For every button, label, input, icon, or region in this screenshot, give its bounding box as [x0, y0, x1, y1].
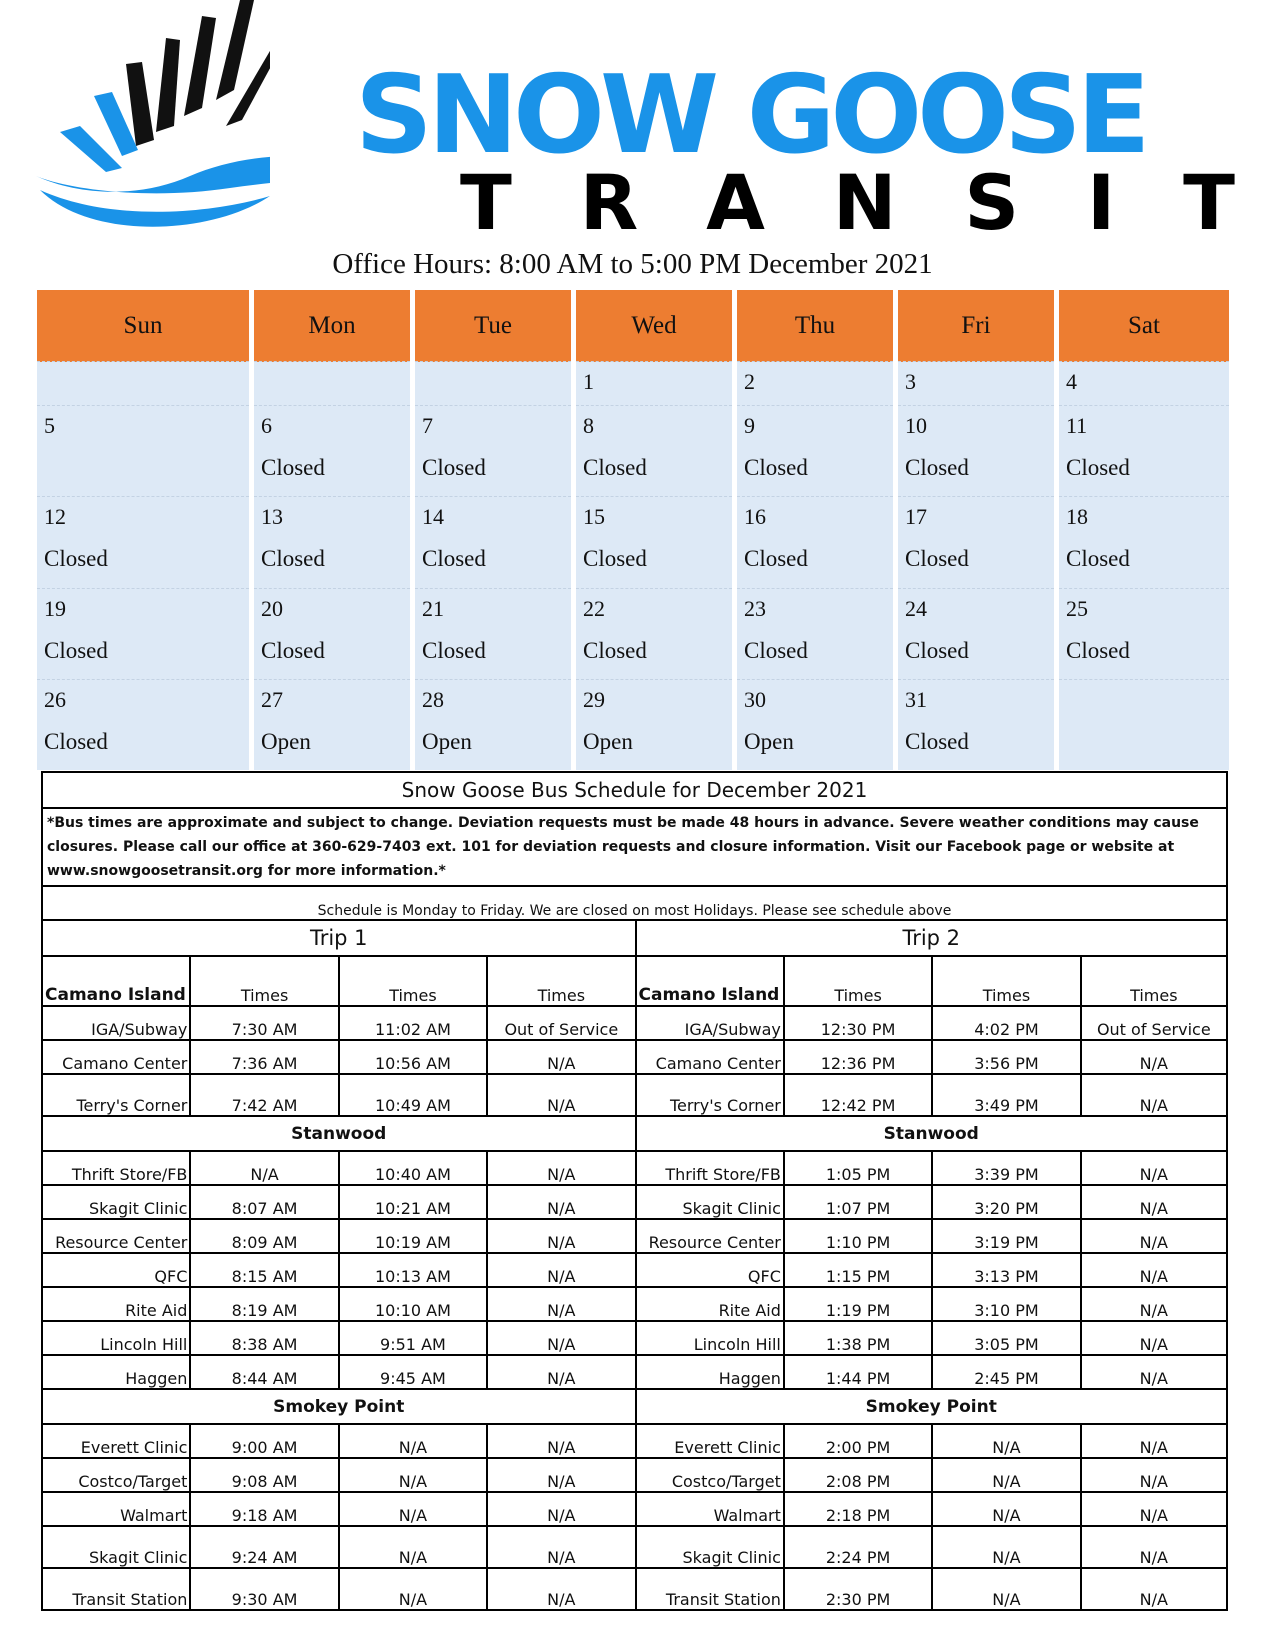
section-name: Smokey Point: [636, 1389, 1228, 1424]
stop-time: 9:51 AM: [339, 1321, 487, 1355]
stop-name: Transit Station: [42, 1568, 190, 1610]
trip-1-label: Trip 1: [42, 920, 636, 956]
stop-time: N/A: [487, 1424, 635, 1458]
bus-schedule: [41, 771, 1228, 1611]
stop-time: 10:13 AM: [339, 1253, 487, 1287]
stop-time: 3:10 PM: [932, 1287, 1080, 1321]
stop-time: N/A: [932, 1458, 1080, 1492]
section-header: [42, 1389, 1227, 1424]
calendar-day-cell: [574, 362, 735, 406]
calendar-day-cell: [37, 497, 252, 588]
schedule-row: [42, 1151, 1227, 1185]
calendar-day-cell: [1057, 679, 1230, 770]
day-status: Open: [422, 728, 472, 754]
calendar-day-cell: [1057, 497, 1230, 588]
stop-name: QFC: [636, 1253, 784, 1287]
calendar-day-cell: [735, 497, 896, 588]
stop-time: 2:08 PM: [784, 1458, 932, 1492]
day-number: 5: [44, 413, 55, 439]
stop-time: 9:00 AM: [190, 1424, 338, 1458]
stop-time: 2:00 PM: [784, 1424, 932, 1458]
calendar-header: [37, 290, 1229, 362]
stop-time: 3:56 PM: [932, 1040, 1080, 1074]
brand-letter: T: [460, 158, 512, 247]
day-status: Closed: [44, 728, 108, 754]
stop-time: N/A: [1081, 1185, 1227, 1219]
day-number: 21: [422, 595, 444, 621]
stop-time: 7:42 AM: [190, 1074, 338, 1116]
stop-name: Resource Center: [42, 1219, 190, 1253]
day-number: 25: [1066, 595, 1088, 621]
schedule-row: [42, 1458, 1227, 1492]
stop-name: Walmart: [42, 1492, 190, 1526]
calendar-day-cell: [735, 406, 896, 497]
stop-name: Everett Clinic: [42, 1424, 190, 1458]
stop-time: 2:30 PM: [784, 1568, 932, 1610]
stop-time: N/A: [339, 1492, 487, 1526]
stop-time: 9:24 AM: [190, 1526, 338, 1568]
stop-time: N/A: [339, 1526, 487, 1568]
day-status: [44, 446, 242, 490]
day-number: [44, 362, 242, 402]
day-number: [261, 362, 403, 402]
calendar-week: [37, 497, 1229, 588]
day-number: [1066, 680, 1222, 720]
day-number: 14: [422, 504, 444, 530]
stop-time: N/A: [487, 1219, 635, 1253]
stop-time: Out of Service: [1081, 1006, 1227, 1040]
stop-time: 4:02 PM: [932, 1006, 1080, 1040]
day-status: Closed: [905, 455, 969, 481]
schedule-row: [42, 1321, 1227, 1355]
schedule-title: Snow Goose Bus Schedule for December 2021: [42, 772, 1227, 808]
stop-name: Camano Center: [636, 1040, 784, 1074]
stop-time: N/A: [932, 1492, 1080, 1526]
office-calendar: [37, 290, 1229, 770]
day-number: 26: [44, 686, 66, 712]
stop-time: 1:07 PM: [784, 1185, 932, 1219]
stop-time: 1:38 PM: [784, 1321, 932, 1355]
stop-time: 7:36 AM: [190, 1040, 338, 1074]
stop-time: 10:10 AM: [339, 1287, 487, 1321]
day-status: Closed: [905, 637, 969, 663]
stop-time: N/A: [339, 1424, 487, 1458]
stop-time: 2:18 PM: [784, 1492, 932, 1526]
section-name: Stanwood: [636, 1116, 1228, 1151]
schedule-column-headers: [42, 956, 1227, 1006]
stop-time: N/A: [1081, 1526, 1227, 1568]
day-number: 3: [905, 369, 916, 394]
day-number: 16: [744, 504, 766, 530]
stop-time: N/A: [1081, 1040, 1227, 1074]
stop-time: N/A: [1081, 1287, 1227, 1321]
col-location: Camano Island: [636, 956, 784, 1006]
day-number: 18: [1066, 504, 1088, 530]
schedule-row: [42, 1219, 1227, 1253]
stop-name: Costco/Target: [42, 1458, 190, 1492]
calendar-day-cell: [1057, 588, 1230, 679]
stop-time: 12:42 PM: [784, 1074, 932, 1116]
stop-time: 3:39 PM: [932, 1151, 1080, 1185]
weekday-header: Sat: [1057, 290, 1230, 362]
calendar-day-cell: [252, 362, 413, 406]
schedule-row: [42, 1074, 1227, 1116]
brand-subtitle: [460, 158, 1235, 248]
section-name: Smokey Point: [42, 1389, 636, 1424]
calendar-week: [37, 362, 1229, 406]
weekday-header: Fri: [896, 290, 1057, 362]
calendar-week: [37, 406, 1229, 497]
col-location: Camano Island: [42, 956, 190, 1006]
stop-time: N/A: [1081, 1458, 1227, 1492]
stop-time: N/A: [932, 1526, 1080, 1568]
calendar-day-cell: [37, 362, 252, 406]
stop-time: N/A: [1081, 1253, 1227, 1287]
calendar-day-cell: [37, 679, 252, 770]
calendar-day-cell: [37, 588, 252, 679]
col-times: Times: [487, 956, 635, 1006]
day-number: 1: [583, 369, 594, 394]
day-status: Closed: [44, 637, 108, 663]
stop-time: N/A: [1081, 1074, 1227, 1116]
brand-letter: S: [964, 158, 1020, 247]
stop-name: Rite Aid: [636, 1287, 784, 1321]
day-status: Open: [261, 728, 311, 754]
stop-time: N/A: [932, 1424, 1080, 1458]
schedule-row: [42, 1568, 1227, 1610]
calendar-day-cell: [413, 497, 574, 588]
stop-time: 11:02 AM: [339, 1006, 487, 1040]
snow-goose-logo-icon: [30, 0, 270, 250]
schedule-row: [42, 1492, 1227, 1526]
stop-time: N/A: [339, 1458, 487, 1492]
day-status: Closed: [422, 637, 486, 663]
day-number: 13: [261, 504, 283, 530]
day-number: 2: [744, 369, 755, 394]
calendar-day-cell: [735, 362, 896, 406]
calendar-day-cell: [896, 679, 1057, 770]
stop-time: 10:19 AM: [339, 1219, 487, 1253]
schedule-row: [42, 1526, 1227, 1568]
stop-time: N/A: [1081, 1424, 1227, 1458]
stop-name: IGA/Subway: [636, 1006, 784, 1040]
stop-name: Haggen: [42, 1355, 190, 1389]
schedule-row: [42, 1185, 1227, 1219]
day-number: 29: [583, 686, 605, 712]
stop-time: N/A: [487, 1526, 635, 1568]
stop-time: N/A: [487, 1287, 635, 1321]
weekday-header: Mon: [252, 290, 413, 362]
stop-time: N/A: [487, 1151, 635, 1185]
brand-letter: R: [579, 158, 639, 247]
schedule-row: [42, 1424, 1227, 1458]
stop-time: N/A: [487, 1040, 635, 1074]
schedule-row: [42, 1040, 1227, 1074]
day-status: Open: [583, 728, 633, 754]
stop-name: Thrift Store/FB: [42, 1151, 190, 1185]
stop-time: 3:05 PM: [932, 1321, 1080, 1355]
stop-time: N/A: [1081, 1219, 1227, 1253]
calendar-day-cell: [413, 406, 574, 497]
col-times: Times: [1081, 956, 1227, 1006]
brand-letter: T: [1183, 158, 1235, 247]
day-status: Closed: [583, 546, 647, 572]
calendar-day-cell: [252, 588, 413, 679]
stop-time: 9:18 AM: [190, 1492, 338, 1526]
day-status: Open: [744, 728, 794, 754]
stop-name: IGA/Subway: [42, 1006, 190, 1040]
stop-time: N/A: [487, 1492, 635, 1526]
calendar-day-cell: [896, 362, 1057, 406]
day-number: 7: [422, 413, 433, 439]
day-status: Closed: [905, 546, 969, 572]
stop-name: Terry's Corner: [42, 1074, 190, 1116]
calendar-day-cell: [1057, 406, 1230, 497]
stop-name: Costco/Target: [636, 1458, 784, 1492]
stop-time: N/A: [487, 1458, 635, 1492]
day-number: 28: [422, 686, 444, 712]
day-number: 15: [583, 504, 605, 530]
calendar-day-cell: [252, 406, 413, 497]
stop-time: N/A: [1081, 1321, 1227, 1355]
calendar-day-cell: [413, 362, 574, 406]
stop-name: Terry's Corner: [636, 1074, 784, 1116]
stop-time: 3:13 PM: [932, 1253, 1080, 1287]
schedule-row: [42, 1253, 1227, 1287]
section-header: [42, 1116, 1227, 1151]
day-number: 27: [261, 686, 283, 712]
day-number: 31: [905, 686, 927, 712]
stop-name: QFC: [42, 1253, 190, 1287]
stop-time: 3:49 PM: [932, 1074, 1080, 1116]
day-number: [422, 362, 564, 402]
day-status: Closed: [905, 728, 969, 754]
col-times: Times: [339, 956, 487, 1006]
day-status: Closed: [261, 637, 325, 663]
stop-name: Lincoln Hill: [42, 1321, 190, 1355]
day-number: 8: [583, 413, 594, 439]
day-number: 22: [583, 595, 605, 621]
stop-time: 8:15 AM: [190, 1253, 338, 1287]
calendar-day-cell: [574, 588, 735, 679]
stop-time: 1:15 PM: [784, 1253, 932, 1287]
stop-time: 12:30 PM: [784, 1006, 932, 1040]
section-name: Stanwood: [42, 1116, 636, 1151]
stop-time: N/A: [339, 1568, 487, 1610]
day-number: 6: [261, 413, 272, 439]
stop-name: Skagit Clinic: [42, 1526, 190, 1568]
calendar-day-cell: [252, 497, 413, 588]
stop-name: Everett Clinic: [636, 1424, 784, 1458]
day-status: Closed: [1066, 455, 1130, 481]
stop-time: 10:40 AM: [339, 1151, 487, 1185]
calendar-day-cell: [1057, 362, 1230, 406]
stop-time: 1:05 PM: [784, 1151, 932, 1185]
calendar-day-cell: [37, 406, 252, 497]
day-status: Closed: [261, 455, 325, 481]
weekday-header: Wed: [574, 290, 735, 362]
stop-time: N/A: [487, 1185, 635, 1219]
stop-time: 3:20 PM: [932, 1185, 1080, 1219]
stop-time: 7:30 AM: [190, 1006, 338, 1040]
stop-name: Resource Center: [636, 1219, 784, 1253]
stop-time: N/A: [1081, 1568, 1227, 1610]
day-status: Closed: [422, 546, 486, 572]
stop-time: N/A: [932, 1568, 1080, 1610]
day-number: 10: [905, 413, 927, 439]
stop-name: Walmart: [636, 1492, 784, 1526]
calendar-day-cell: [896, 497, 1057, 588]
col-times: Times: [932, 956, 1080, 1006]
stop-time: N/A: [190, 1151, 338, 1185]
stop-time: 12:36 PM: [784, 1040, 932, 1074]
col-times: Times: [784, 956, 932, 1006]
calendar-day-cell: [252, 679, 413, 770]
day-number: 23: [744, 595, 766, 621]
stop-time: N/A: [487, 1253, 635, 1287]
stop-name: Skagit Clinic: [636, 1185, 784, 1219]
weekday-header: Sun: [37, 290, 252, 362]
stop-time: 1:44 PM: [784, 1355, 932, 1389]
stop-name: Lincoln Hill: [636, 1321, 784, 1355]
stop-time: 8:44 AM: [190, 1355, 338, 1389]
stop-time: N/A: [487, 1568, 635, 1610]
stop-time: 2:45 PM: [932, 1355, 1080, 1389]
office-hours: Office Hours: 8:00 AM to 5:00 PM December 2021: [332, 248, 933, 280]
stop-time: N/A: [1081, 1151, 1227, 1185]
stop-time: 8:07 AM: [190, 1185, 338, 1219]
day-status: Closed: [744, 546, 808, 572]
day-status: Closed: [1066, 546, 1130, 572]
stop-name: Skagit Clinic: [636, 1526, 784, 1568]
day-number: 12: [44, 504, 66, 530]
stop-name: Skagit Clinic: [42, 1185, 190, 1219]
day-status: Closed: [1066, 637, 1130, 663]
calendar-day-cell: [735, 679, 896, 770]
stop-time: 2:24 PM: [784, 1526, 932, 1568]
schedule-row: [42, 1006, 1227, 1040]
calendar-day-cell: [896, 406, 1057, 497]
calendar-day-cell: [574, 406, 735, 497]
stop-name: Rite Aid: [42, 1287, 190, 1321]
day-number: 17: [905, 504, 927, 530]
day-status: Closed: [583, 637, 647, 663]
day-number: 9: [744, 413, 755, 439]
stop-time: 10:49 AM: [339, 1074, 487, 1116]
calendar-day-cell: [413, 679, 574, 770]
day-status: [1066, 720, 1222, 764]
stop-time: 10:56 AM: [339, 1040, 487, 1074]
calendar-day-cell: [896, 588, 1057, 679]
stop-name: Haggen: [636, 1355, 784, 1389]
stop-time: 9:30 AM: [190, 1568, 338, 1610]
schedule-row: [42, 1287, 1227, 1321]
stop-time: N/A: [487, 1355, 635, 1389]
stop-time: N/A: [487, 1321, 635, 1355]
col-times: Times: [190, 956, 338, 1006]
stop-time: N/A: [487, 1074, 635, 1116]
day-status: Closed: [744, 637, 808, 663]
day-number: 19: [44, 595, 66, 621]
day-number: 11: [1066, 413, 1088, 439]
stop-time: 8:19 AM: [190, 1287, 338, 1321]
calendar-week: [37, 679, 1229, 770]
day-status: Closed: [583, 455, 647, 481]
brand-letter: N: [832, 158, 897, 247]
stop-time: 9:45 AM: [339, 1355, 487, 1389]
brand-title: SNOW GOOSE: [355, 53, 1146, 178]
stop-time: 8:09 AM: [190, 1219, 338, 1253]
day-status: Closed: [744, 455, 808, 481]
schedule-note: *Bus times are approximate and subject to change. Deviation requests must be made 48 hours in advance. Severe weather conditions may cause closures. Please call our office at 360-629-7403 ext. 101 for deviation requests and closure information. Visit our Facebook page or website at www.snowgoosetransit.org for more information.*: [42, 808, 1227, 886]
stop-time: 1:10 PM: [784, 1219, 932, 1253]
stop-time: 10:21 AM: [339, 1185, 487, 1219]
day-number: 4: [1066, 369, 1077, 394]
calendar-week: [37, 588, 1229, 679]
stop-name: Thrift Store/FB: [636, 1151, 784, 1185]
calendar-day-cell: [574, 497, 735, 588]
day-number: 30: [744, 686, 766, 712]
day-number: 20: [261, 595, 283, 621]
day-number: 24: [905, 595, 927, 621]
day-status: Closed: [44, 546, 108, 572]
brand-letter: A: [706, 158, 765, 247]
calendar-day-cell: [574, 679, 735, 770]
stop-time: 8:38 AM: [190, 1321, 338, 1355]
stop-time: N/A: [1081, 1492, 1227, 1526]
brand-letter: I: [1086, 158, 1116, 247]
trip-2-label: Trip 2: [636, 920, 1228, 956]
stop-time: N/A: [1081, 1355, 1227, 1389]
calendar-day-cell: [413, 588, 574, 679]
calendar-day-cell: [735, 588, 896, 679]
schedule-subnote: Schedule is Monday to Friday. We are closed on most Holidays. Please see schedule above: [42, 886, 1227, 920]
day-status: Closed: [261, 546, 325, 572]
stop-time: 3:19 PM: [932, 1219, 1080, 1253]
stop-time: 9:08 AM: [190, 1458, 338, 1492]
stop-name: Camano Center: [42, 1040, 190, 1074]
weekday-header: Thu: [735, 290, 896, 362]
stop-time: 1:19 PM: [784, 1287, 932, 1321]
day-status: Closed: [422, 455, 486, 481]
weekday-header: Tue: [413, 290, 574, 362]
stop-name: Transit Station: [636, 1568, 784, 1610]
schedule-row: [42, 1355, 1227, 1389]
stop-time: Out of Service: [487, 1006, 635, 1040]
